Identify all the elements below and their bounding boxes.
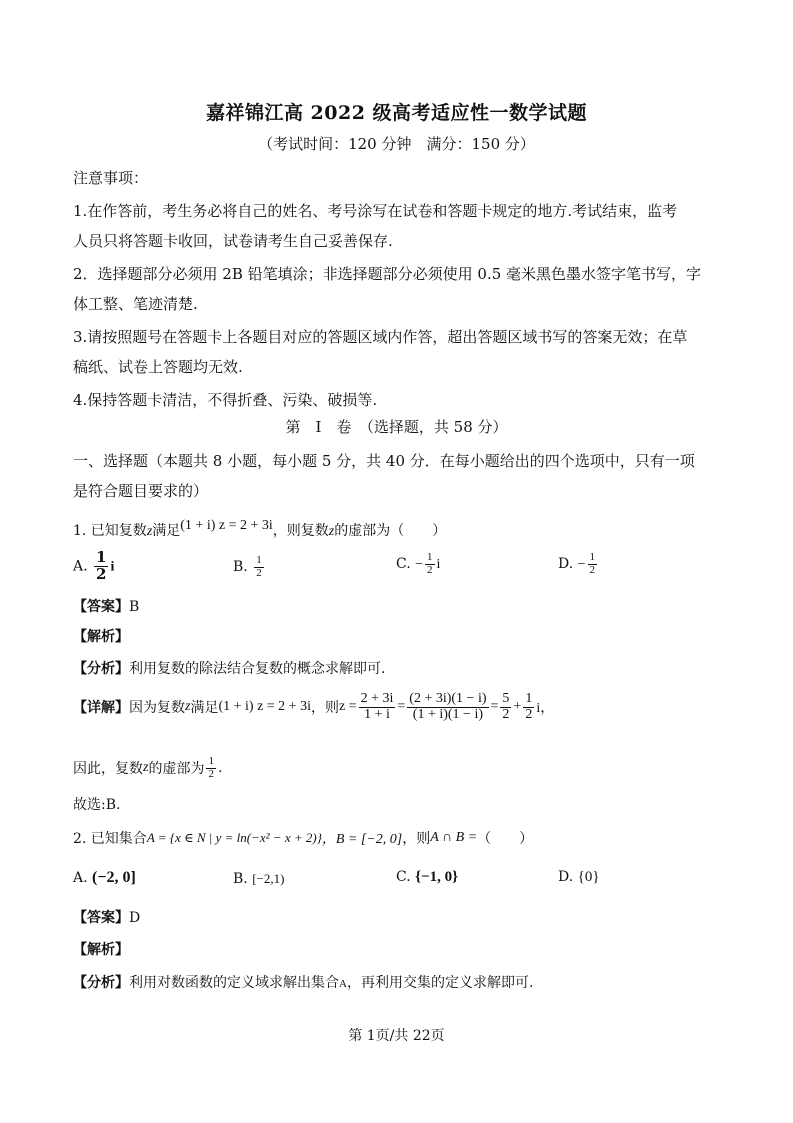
q2-option-b-value: [−2,1): [252, 871, 285, 886]
q2-set-b: ，B = [−2, 0]: [321, 832, 403, 847]
page-title: 嘉祥锦江高 2022 级高考适应性一数学试题: [205, 102, 588, 124]
q1-var-z-2: z: [328, 524, 335, 539]
q1-answer-value: B: [129, 599, 140, 615]
q1-choose: 故选:B.: [73, 797, 121, 813]
q1-conclusion-end: .: [217, 760, 223, 777]
q2-fenxi-a: 利用对数函数的定义域求解出集合: [129, 975, 339, 991]
q1-stem-c: ，则复数: [272, 523, 329, 539]
q2-option-c-value: {−1, 0}: [415, 869, 458, 885]
part-intro-line-2: 是符合题目要求的）: [73, 482, 209, 500]
q1-option-b-fraction: [254, 555, 264, 579]
q2-option-d-label: D.: [558, 869, 574, 885]
q2-option-b: [233, 871, 284, 887]
q2-fenxi-var: A: [339, 978, 347, 990]
q1-detail-frac-4: [523, 692, 534, 722]
q1-option-a-label: A.: [73, 558, 88, 575]
q1-conclusion-a: 因此，复数: [73, 761, 143, 778]
notice-item-3-line-1: 3.请按照题号在答题卡上各题目对应的答题区域内作答，超出答题区域书写的答案无效；在草: [73, 328, 688, 346]
q1-option-c-sign: −: [415, 557, 424, 573]
notice-item-2-line-2: 体工整、笔迹清楚.: [73, 295, 198, 313]
q2-option-a-value: (−2, 0]: [92, 869, 136, 886]
q1-detail-label: 【详解】: [73, 700, 129, 717]
q2-option-a: [73, 869, 136, 887]
q2-stem-b: ，则: [402, 831, 431, 847]
q2-option-c-label: C.: [396, 869, 411, 885]
q1-fenxi: [73, 658, 385, 678]
q2-intersection: A ∩ B =: [430, 830, 478, 845]
q1-option-b-num: 1: [256, 554, 262, 566]
q1-conclusion: [73, 756, 222, 780]
q1-analysis-label-text: 【解析】: [73, 629, 129, 645]
q1-conclusion-num: 1: [208, 755, 214, 767]
q1-detail-frac-3-num: 5: [502, 691, 510, 706]
q1-conclusion-z: z: [143, 760, 149, 776]
q1-detail-c: ，则: [310, 700, 339, 717]
notice-item-3-line-2: 稿纸、试卷上答题均无效.: [73, 358, 243, 376]
q2-option-c: [396, 869, 458, 886]
q1-answer-label: 【答案】: [73, 599, 129, 615]
q1-conclusion-b: 的虚部为: [148, 761, 205, 778]
question-1-stem: [73, 520, 446, 540]
q1-detail-z: z: [185, 699, 191, 715]
q1-option-a-fraction: [94, 550, 108, 583]
q1-option-d-num: 1: [589, 551, 596, 563]
q1-option-a-num: 1: [96, 548, 107, 566]
q1-option-a-den: 2: [96, 564, 107, 583]
q1-detail-frac-2-num: (2 + 3i)(1 − i): [409, 691, 487, 706]
q1-fenxi-label: 【分析】: [73, 661, 129, 677]
q1-option-d-label: D.: [558, 556, 574, 573]
q1-detail-b: 满足: [190, 700, 219, 717]
q1-option-c-suffix: i: [436, 557, 441, 573]
q1-detail-frac-1: [359, 692, 396, 722]
notice-heading: 注意事项：: [73, 169, 149, 187]
q2-set-a: A = {x ∈ N | y = ln(−x² − x + 2)}: [146, 830, 322, 845]
q2-answer: [73, 907, 140, 927]
question-2-stem: [73, 828, 533, 848]
page-footer: 第 1页/共 22页: [348, 1028, 445, 1044]
q1-stem-b: 满足: [152, 523, 181, 539]
q1-analysis-label: [73, 626, 129, 646]
q1-detail-frac-3-den: 2: [502, 706, 510, 722]
q1-detail-frac-3: [500, 692, 511, 722]
notice-item-1-line-1: 1.在作答前，考生务必将自己的姓名、考号涂写在试卷和答题卡规定的地方.考试结束，监考: [73, 202, 678, 220]
q1-conclusion-den: 2: [208, 767, 214, 780]
q1-detail-frac-2: [407, 692, 488, 722]
q1-detail-frac-1-den: 1 + i: [364, 706, 390, 722]
q1-conclusion-fraction: [206, 756, 216, 780]
notice-item-4: 4.保持答题卡清洁，不得折叠、污染、破损等.: [73, 391, 378, 409]
q2-option-b-label: B.: [233, 871, 248, 887]
q1-equation: (1 + i) z = 2 + 3i: [180, 518, 273, 533]
q1-stem-d: 的虚部为（ ）: [334, 523, 447, 539]
q2-option-d: [558, 869, 600, 886]
q2-analysis-label-text: 【解析】: [73, 942, 129, 958]
q1-option-d: [558, 552, 599, 576]
q1-detail-a: 因为复数: [129, 700, 185, 717]
q1-detail-frac-2-den: (1 + i)(1 − i): [412, 706, 483, 722]
q1-option-b-den: 2: [256, 566, 262, 579]
q1-option-c: [396, 552, 440, 576]
q2-option-d-value: {0}: [577, 869, 600, 885]
q1-option-c-den: 2: [427, 563, 433, 576]
q1-detail: 【详解】 因为复数 z 满足 (1 + i) z = 2 + 3i ，则 z = $\frac{2 + 3i}{1 + i}$ = $\frac{(2 + 3i)(1 - i)}{(1 + i)(1 - i)}$ = $\frac{5}{2}$ + $\frac{1}{2}$ i，: [73, 691, 555, 722]
q2-fenxi: [73, 972, 533, 992]
q2-fenxi-label: 【分析】: [73, 975, 129, 991]
q1-option-c-num: 1: [427, 551, 433, 563]
q1-detail-z-eq: z =: [338, 699, 357, 715]
section-title: 第 Ⅰ 卷 （选择题，共 58 分）: [285, 418, 508, 436]
q2-answer-label: 【答案】: [73, 910, 129, 926]
q1-option-c-fraction: [425, 552, 435, 576]
q1-detail-frac-1-num: 2 + 3i: [360, 691, 394, 706]
q1-option-b-label: B.: [233, 559, 248, 576]
q1-fenxi-text: 利用复数的除法结合复数的概念求解即可.: [129, 661, 386, 677]
q1-stem-a: 1. 已知复数: [73, 523, 147, 539]
q2-stem-c: （ ）: [477, 831, 534, 847]
notice-item-2-line-1: 2．选择题部分必须用 2B 铅笔填涂；非选择题部分必须使用 0.5 毫米黑色墨水签字笔书写，字: [73, 265, 702, 283]
q1-detail-frac-4-num: 1: [525, 691, 533, 706]
part-intro-line-1: 一、选择题（本题共 8 小题，每小题 5 分，共 40 分．在每小题给出的四个选项中，只有一项: [73, 452, 695, 470]
notice-item-1-line-2: 人员只将答题卡收回，试卷请考生自己妥善保存.: [73, 232, 393, 250]
q2-answer-value: D: [129, 910, 141, 926]
q2-analysis-label: [73, 939, 129, 959]
q1-option-d-fraction: [588, 552, 598, 576]
q1-var-z: z: [146, 524, 153, 539]
q1-option-a-suffix: i: [110, 559, 115, 575]
q1-detail-end: i，: [536, 701, 555, 717]
q1-option-b: [233, 555, 266, 579]
q1-option-c-label: C.: [396, 556, 411, 573]
q1-option-a: [73, 550, 114, 583]
q1-detail-frac-4-den: 2: [525, 706, 533, 722]
q1-option-d-sign: −: [577, 557, 586, 573]
q2-option-a-label: A.: [73, 870, 88, 886]
exam-info: （考试时间：120 分钟 满分：150 分）: [258, 135, 535, 153]
q1-option-d-den: 2: [589, 563, 596, 576]
q1-answer: [73, 596, 139, 616]
q2-stem-a: 2. 已知集合: [73, 831, 147, 847]
q1-detail-eq: (1 + i) z = 2 + 3i: [218, 699, 311, 715]
q2-fenxi-b: ，再利用交集的定义求解即可.: [346, 975, 534, 991]
